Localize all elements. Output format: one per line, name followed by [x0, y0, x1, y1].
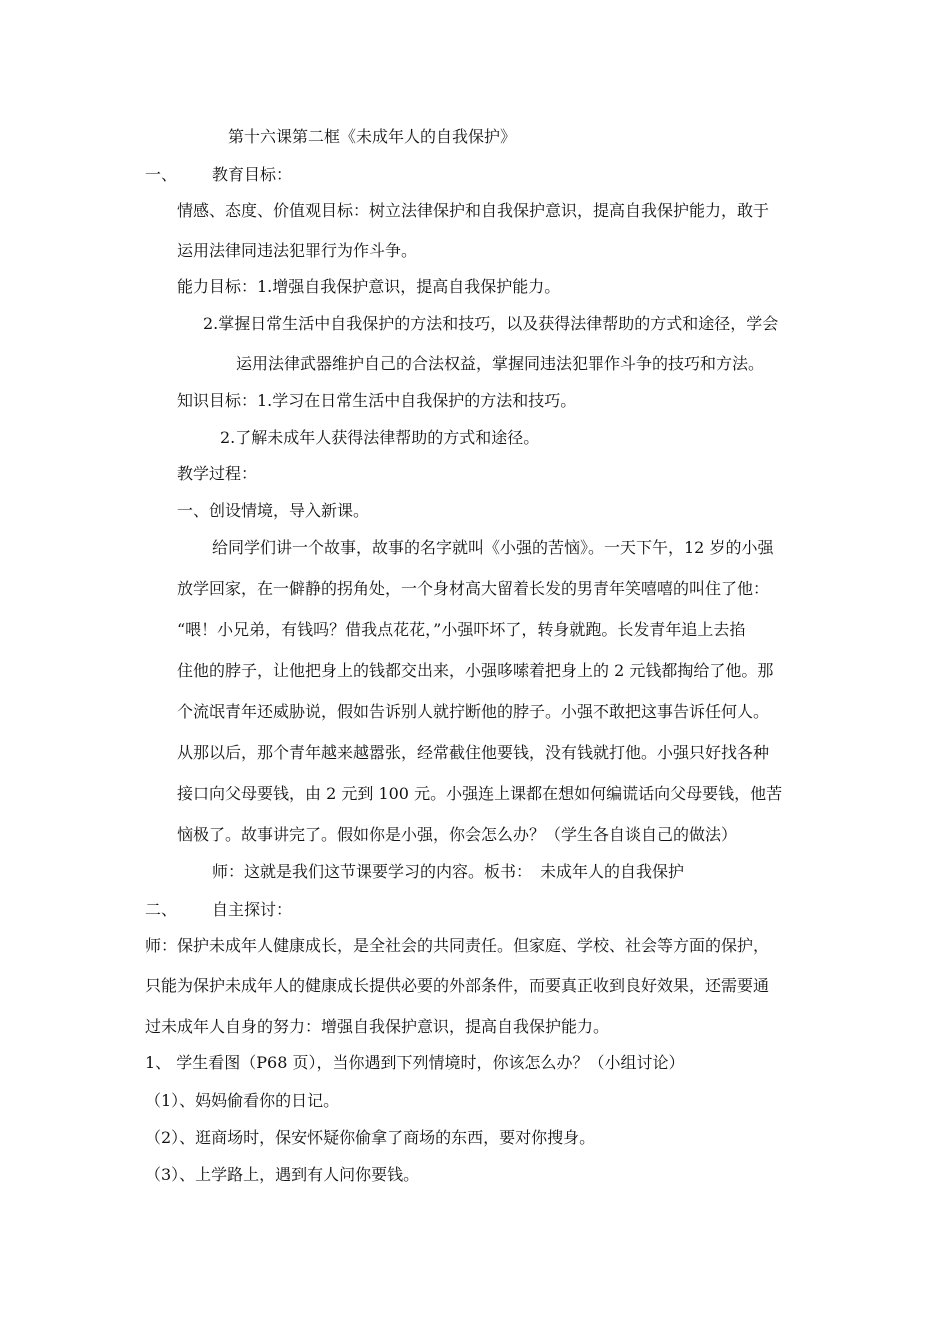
section-1-heading: 教育目标：	[212, 165, 293, 184]
teaching-process-label: 教学过程：	[177, 464, 258, 483]
intro-step: 一、创设情境，导入新课。	[177, 501, 370, 520]
teacher-remark: 师：这就是我们这节课要学习的内容。板书： 未成年人的自我保护	[212, 862, 685, 881]
discussion-line-2: 只能为保护未成年人的健康成长提供必要的外部条件，而要真正收到良好效果，还需要通	[145, 976, 770, 995]
discussion-line-3: 过未成年人自身的努力：增强自我保护意识，提高自我保护能力。	[145, 1017, 610, 1036]
story-line-7: 接口向父母要钱，由 2 元到 100 元。小强连上课都在想如何编谎话向父母要钱，他苦	[177, 784, 783, 803]
list-item: （3）、上学路上，遇到有人问你要钱。	[145, 1165, 420, 1184]
knowledge-goal-line-2: 2.了解未成年人获得法律帮助的方式和途径。	[220, 428, 540, 447]
story-line-6: 从那以后，那个青年越来越嚣张，经常截住他要钱，没有钱就打他。小强只好找各种	[177, 743, 770, 762]
section-1-number: 一、	[145, 165, 178, 184]
story-line-1: 给同学们讲一个故事，故事的名字就叫《小强的苦恼》。一天下午，12 岁的小强	[212, 538, 774, 557]
section-2-heading: 自主探讨：	[212, 900, 293, 919]
emotion-goal-line-2: 运用法律同违法犯罪行为作斗争。	[177, 241, 418, 260]
story-line-2: 放学回家，在一僻静的拐角处，一个身材高大留着长发的男青年笑嘻嘻的叫住了他：	[177, 579, 770, 598]
story-line-5: 个流氓青年还威胁说，假如告诉别人就拧断他的脖子。小强不敢把这事告诉任何人。	[177, 702, 770, 721]
knowledge-goal-line-1: 知识目标：1.学习在日常生活中自我保护的方法和技巧。	[177, 391, 577, 410]
lesson-title: 第十六课第二框《未成年人的自我保护》	[228, 127, 517, 146]
story-line-8: 恼极了。故事讲完了。假如你是小强，你会怎么办？（学生各自谈自己的做法）	[177, 825, 738, 844]
discussion-line-1: 师：保护未成年人健康成长，是全社会的共同责任。但家庭、学校、社会等方面的保护，	[145, 936, 770, 955]
story-line-3: “喂！小兄弟，有钱吗？借我点花花，”小强吓坏了，转身就跑。长发青年追上去掐	[177, 620, 746, 639]
ability-goal-line-2: 2.掌握日常生活中自我保护的方法和技巧，以及获得法律帮助的方式和途径，学会	[203, 314, 779, 333]
story-line-4: 住他的脖子，让他把身上的钱都交出来，小强哆嗦着把身上的 2 元钱都掏给了他。那	[177, 661, 774, 680]
list-item: （2）、逛商场时，保安怀疑你偷拿了商场的东西，要对你搜身。	[145, 1128, 596, 1147]
ability-goal-line-1: 能力目标：1.增强自我保护意识，提高自我保护能力。	[177, 277, 561, 296]
ability-goal-line-3: 运用法律武器维护自己的合法权益，掌握同违法犯罪作斗争的技巧和方法。	[236, 354, 765, 373]
list-item: （1）、妈妈偷看你的日记。	[145, 1091, 340, 1110]
emotion-goal-line-1: 情感、态度、价值观目标：树立法律保护和自我保护意识，提高自我保护能力，敢于	[177, 201, 770, 220]
question-1: 1、 学生看图（P68 页），当你遇到下列情境时，你该怎么办？（小组讨论）	[145, 1053, 685, 1072]
section-2-number: 二、	[145, 900, 178, 919]
